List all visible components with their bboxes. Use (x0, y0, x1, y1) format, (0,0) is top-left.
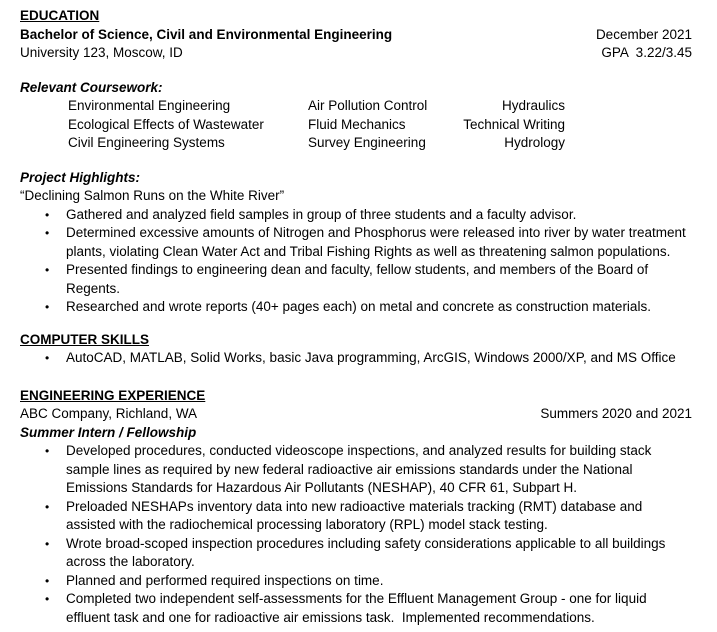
course-cell: Survey Engineering (308, 135, 426, 150)
course-cell: Hydraulics (501, 98, 565, 113)
list-item (20, 442, 692, 498)
bullet-text: Developed procedures, conducted videoscope inspections, and analyzed results for building stack sample lines as required by new federal radioactive air emissions standards under the National Emissions Standards for Hazardous Air Pollutants (NESHAP), 40 CFR 61, Subpart H. (66, 443, 656, 495)
bullet-text: Planned and performed required inspections on time. (66, 572, 384, 588)
education-heading: EDUCATION (20, 8, 100, 23)
bullet-text: Wrote broad-scoped inspection procedures including safety considerations applicable to all buildings across the laboratory. (66, 535, 670, 569)
list-item (20, 261, 692, 298)
school-row (20, 44, 692, 63)
bullet-text: Presented findings to engineering dean and faculty, fellow students, and members of the Board of Regents. (66, 262, 652, 296)
list-item (20, 206, 692, 225)
coursework-table (68, 97, 692, 153)
degree-name: Bachelor of Science, Civil and Environmental Engineering (20, 26, 393, 42)
projects-bullet-list (20, 206, 692, 317)
job-title: Summer Intern / Fellowship (20, 424, 197, 440)
bullet-text: AutoCAD, MATLAB, Solid Works, basic Java programming, ArcGIS, Windows 2000/XP, and MS Office (66, 350, 676, 365)
list-item (20, 298, 692, 317)
bullet-text: Gathered and analyzed field samples in group of three students and a faculty advisor. (66, 206, 577, 222)
section-projects (20, 169, 692, 317)
course-cell: Air Pollution Control (308, 98, 428, 113)
course-cell: Fluid Mechanics (308, 116, 406, 132)
list-item (20, 572, 692, 591)
course-cell: Environmental Engineering (68, 98, 231, 113)
company-row (20, 405, 692, 424)
bullet-text: Completed two independent self-assessments for the Effluent Management Group - one for liquid effluent task and one for radioactive air emissions task. Implemented recommendations. (66, 591, 651, 625)
section-computer-skills (20, 331, 692, 368)
course-cell: Hydrology (504, 135, 565, 150)
bullet-text: Preloaded NESHAPs inventory data into new radioactive materials tracking (RMT) database and assisted with the radiochemical processing laboratory (RPL) model stack testing. (66, 498, 647, 532)
section-education (20, 7, 692, 63)
bullet-icon: • (45, 226, 50, 240)
bullet-icon: • (45, 499, 50, 514)
degree-date: December 2021 (595, 26, 692, 42)
skills-bullet-list (20, 349, 692, 368)
section-coursework (20, 79, 692, 153)
school-name: University 123, Moscow, ID (20, 45, 183, 60)
section-experience (20, 387, 692, 628)
list-item (20, 590, 692, 627)
bullet-icon: • (45, 351, 50, 365)
employment-dates: Summers 2020 and 2021 (540, 406, 692, 421)
bullet-icon: • (45, 444, 50, 458)
gpa-value: GPA 3.22/3.45 (601, 45, 692, 60)
list-item (20, 224, 692, 261)
bullet-icon: • (45, 536, 50, 551)
bullet-icon: • (45, 300, 50, 314)
course-cell: Civil Engineering Systems (68, 135, 225, 150)
list-item (20, 498, 692, 535)
bullet-icon: • (45, 263, 50, 277)
list-item (20, 535, 692, 572)
degree-row (20, 26, 692, 45)
bullet-icon: • (45, 573, 50, 588)
bullet-text: Determined excessive amounts of Nitrogen and Phosphorus were released into river by water treatment plants, violating Clean Water Act and Tribal Fishing Rights as well as threatening salmon populations. (66, 225, 690, 259)
experience-bullet-list (20, 442, 692, 627)
bullet-icon: • (45, 207, 50, 222)
project-title: “Declining Salmon Runs on the White River” (20, 188, 285, 203)
computer-skills-heading: COMPUTER SKILLS (20, 331, 150, 347)
course-cell: Technical Writing (463, 116, 565, 132)
list-item (20, 349, 692, 368)
coursework-heading: Relevant Coursework: (20, 79, 163, 95)
projects-heading: Project Highlights: (20, 169, 141, 185)
company-name: ABC Company, Richland, WA (20, 406, 198, 421)
bullet-text: Researched and wrote reports (40+ pages each) on metal and concrete as construction materials. (66, 299, 651, 314)
experience-heading: ENGINEERING EXPERIENCE (20, 387, 206, 403)
course-cell: Ecological Effects of Wastewater (68, 116, 264, 132)
bullet-icon: • (45, 592, 50, 606)
